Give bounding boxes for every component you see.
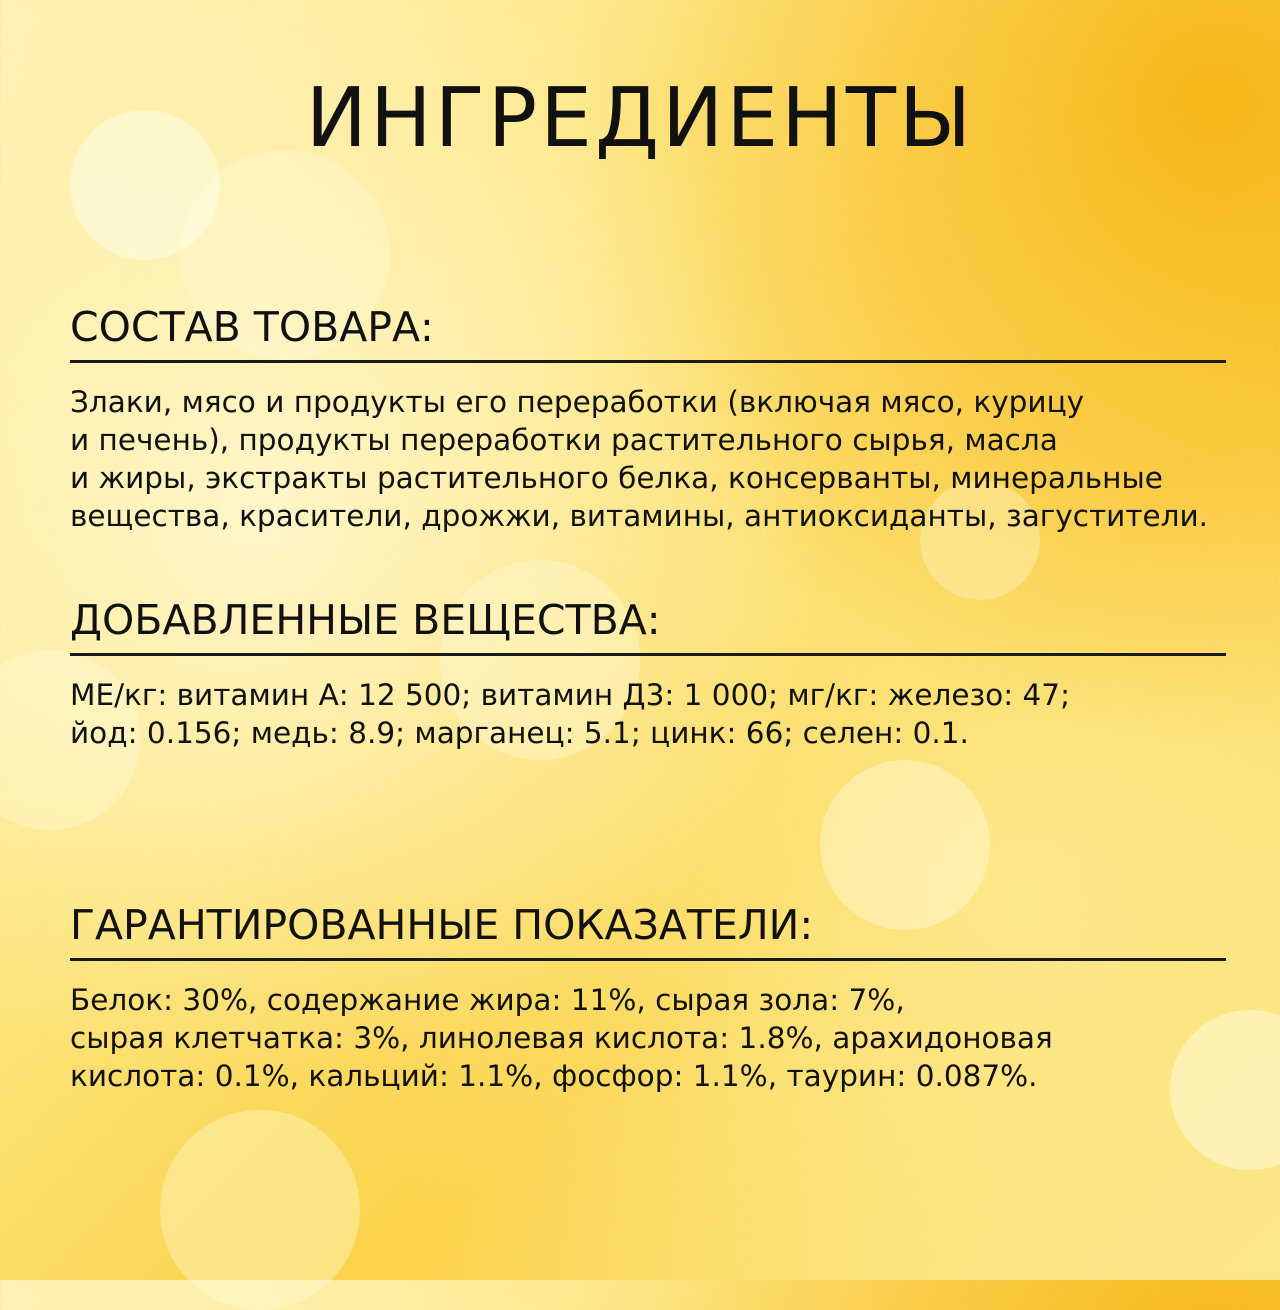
text-line: Злаки, мясо и продукты его переработки (включая мясо, курицу	[70, 385, 1085, 419]
bokeh-light-6	[160, 1110, 360, 1310]
text-line: МЕ/кг: витамин А: 12 500; витамин Д3: 1 000; мг/кг: железо: 47;	[70, 678, 1071, 712]
section-heading-guaranteed: ГАРАНТИРОВАННЫЕ ПОКАЗАТЕЛИ:	[70, 905, 1226, 961]
page-title: ИНГРЕДИЕНТЫ	[305, 71, 975, 166]
section-text-guaranteed	[70, 981, 1226, 1095]
section-composition	[70, 303, 1226, 535]
text-line: и печень), продукты переработки растительного сырья, масла	[70, 423, 1058, 457]
section-guaranteed	[70, 901, 1226, 1095]
text-line: сырая клетчатка: 3%, линолевая кислота: 1.8%, арахидоновая	[70, 1021, 1053, 1055]
text-line: и жиры, экстракты растительного белка, консерванты, минеральные	[70, 461, 1163, 495]
text-line: вещества, красители, дрожжи, витамины, антиоксиданты, загустители.	[70, 499, 1209, 533]
section-additives	[70, 596, 1226, 752]
section-heading-additives: ДОБАВЛЕННЫЕ ВЕЩЕСТВА:	[70, 600, 1226, 656]
text-line: йод: 0.156; медь: 8.9; марганец: 5.1; цинк: 66; селен: 0.1.	[70, 716, 969, 750]
section-text-composition	[70, 383, 1226, 535]
section-text-additives	[70, 676, 1226, 752]
section-heading-composition: СОСТАВ ТОВАРА:	[70, 307, 1226, 363]
text-line: Белок: 30%, содержание жира: 11%, сырая зола: 7%,	[70, 983, 905, 1017]
text-line: кислота: 0.1%, кальций: 1.1%, фосфор: 1.1%, таурин: 0.087%.	[70, 1059, 1038, 1093]
